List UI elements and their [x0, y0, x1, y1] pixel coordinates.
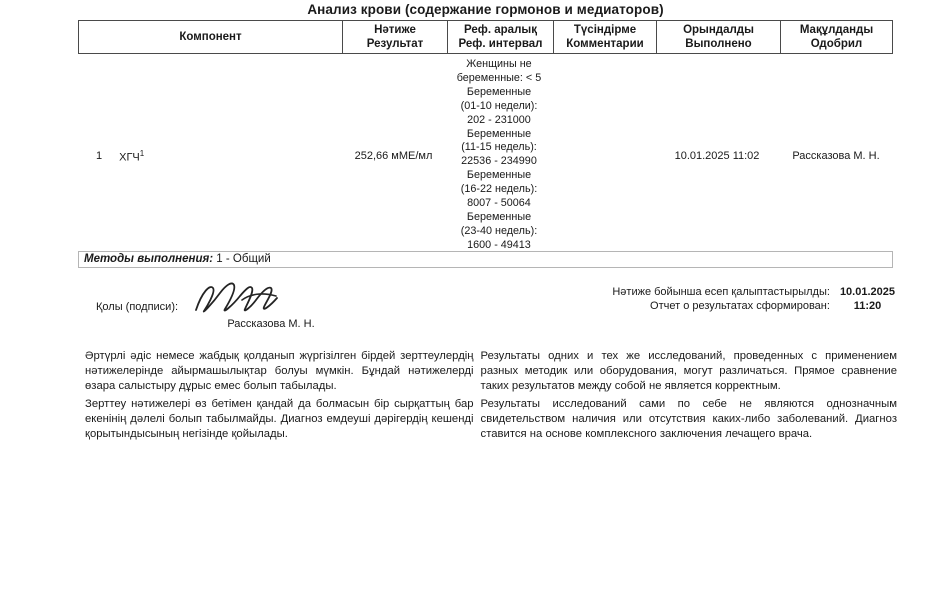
header-approved: Мақұлданды Одобрил: [780, 21, 892, 53]
table-row: [78, 54, 893, 255]
signature-image: [192, 278, 282, 323]
header-comments: Түсіндірме Комментарии: [553, 21, 656, 53]
report-formed-labels: [612, 286, 830, 313]
disclaimer-ru-paragraph-2: Результаты исследований сами по себе не являются однозначным свидетельством наличия или отсутствия каких-либо заболеваний. Диагноз ставится на основе комплексного заключения лечащего врача.: [480, 397, 897, 440]
report-formed-label-ru: Отчет о результатах сформирован:: [650, 299, 830, 312]
results-table-header: [78, 20, 893, 54]
methods-bar: [78, 251, 893, 268]
report-formed-block: [612, 286, 895, 313]
cell-component: [78, 57, 341, 255]
header-performed: Орындалды Выполнено: [656, 21, 780, 53]
component-name: ХГЧ$^1$: [119, 148, 145, 164]
disclaimer-section: [85, 349, 897, 444]
header-component: Компонент: [179, 31, 242, 43]
signature-label: Қолы (подписи):: [96, 301, 179, 313]
disclaimer-ru-paragraph-1: Результаты одних и тех же исследований, проведенных с применением разных методик или оборудования, могут различаться. Прямое сравнение таких результатов между собой не является корректным.: [480, 350, 897, 392]
signer-name: Рассказова М. Н.: [227, 318, 315, 330]
disclaimer-kazakh: [85, 349, 474, 444]
header-ref-interval: Реф. аралық Реф. интервал: [447, 21, 553, 53]
report-formed-date: 10.01.2025: [839, 286, 895, 298]
row-number: 1: [96, 149, 103, 162]
disclaimer-kz-paragraph-2: Зерттеу нәтижелері өз бетімен қандай да болмасын бір сырқаттың бар екенінің дәлелі болып табылмайды. Диагноз емдеуші дәрігердің кешенді қорытындысының негізінде қойылады.: [85, 397, 474, 440]
footnote-mark: 1: [139, 148, 145, 158]
cell-result: 252,66 мМЕ/мл: [354, 149, 433, 162]
disclaimer-kz-paragraph-1: Әртүрлі әдіс немесе жабдық қолданып жүргізілген бірдей зерттеулердің нәтижелерінде айырмашылықтар болуы мүмкін. Бұндай нәтижелерді өзара салыстыру дұрыс емес болып табылады.: [85, 350, 474, 392]
methods-value: 1 - Общий: [216, 253, 271, 265]
methods-label: Методы выполнения:: [84, 253, 214, 265]
cell-ref-interval: Женщины не беременные: < 5 Беременные (01-10 недели): 202 - 231000 Беременные (11-15 недель): 22536 - 234990 Беременные (16-22 недель): 8007 - 50064 Беременные (23-40 недель): 1600 - 49413: [456, 58, 542, 251]
document-title: Анализ крови (содержание гормонов и медиаторов): [307, 2, 664, 17]
report-formed-values: [840, 286, 895, 313]
cell-performed: 10.01.2025 11:02: [674, 149, 760, 162]
report-formed-time: 11:20: [853, 299, 882, 312]
report-formed-label-kz: Нәтиже бойынша есеп қалыптастырылды:: [612, 286, 830, 298]
results-table: [78, 20, 893, 255]
cell-approved: Рассказова М. Н.: [792, 149, 880, 162]
cell-comment: [552, 57, 655, 255]
header-result: Нәтиже Результат: [342, 21, 447, 53]
disclaimer-russian: [481, 349, 897, 444]
